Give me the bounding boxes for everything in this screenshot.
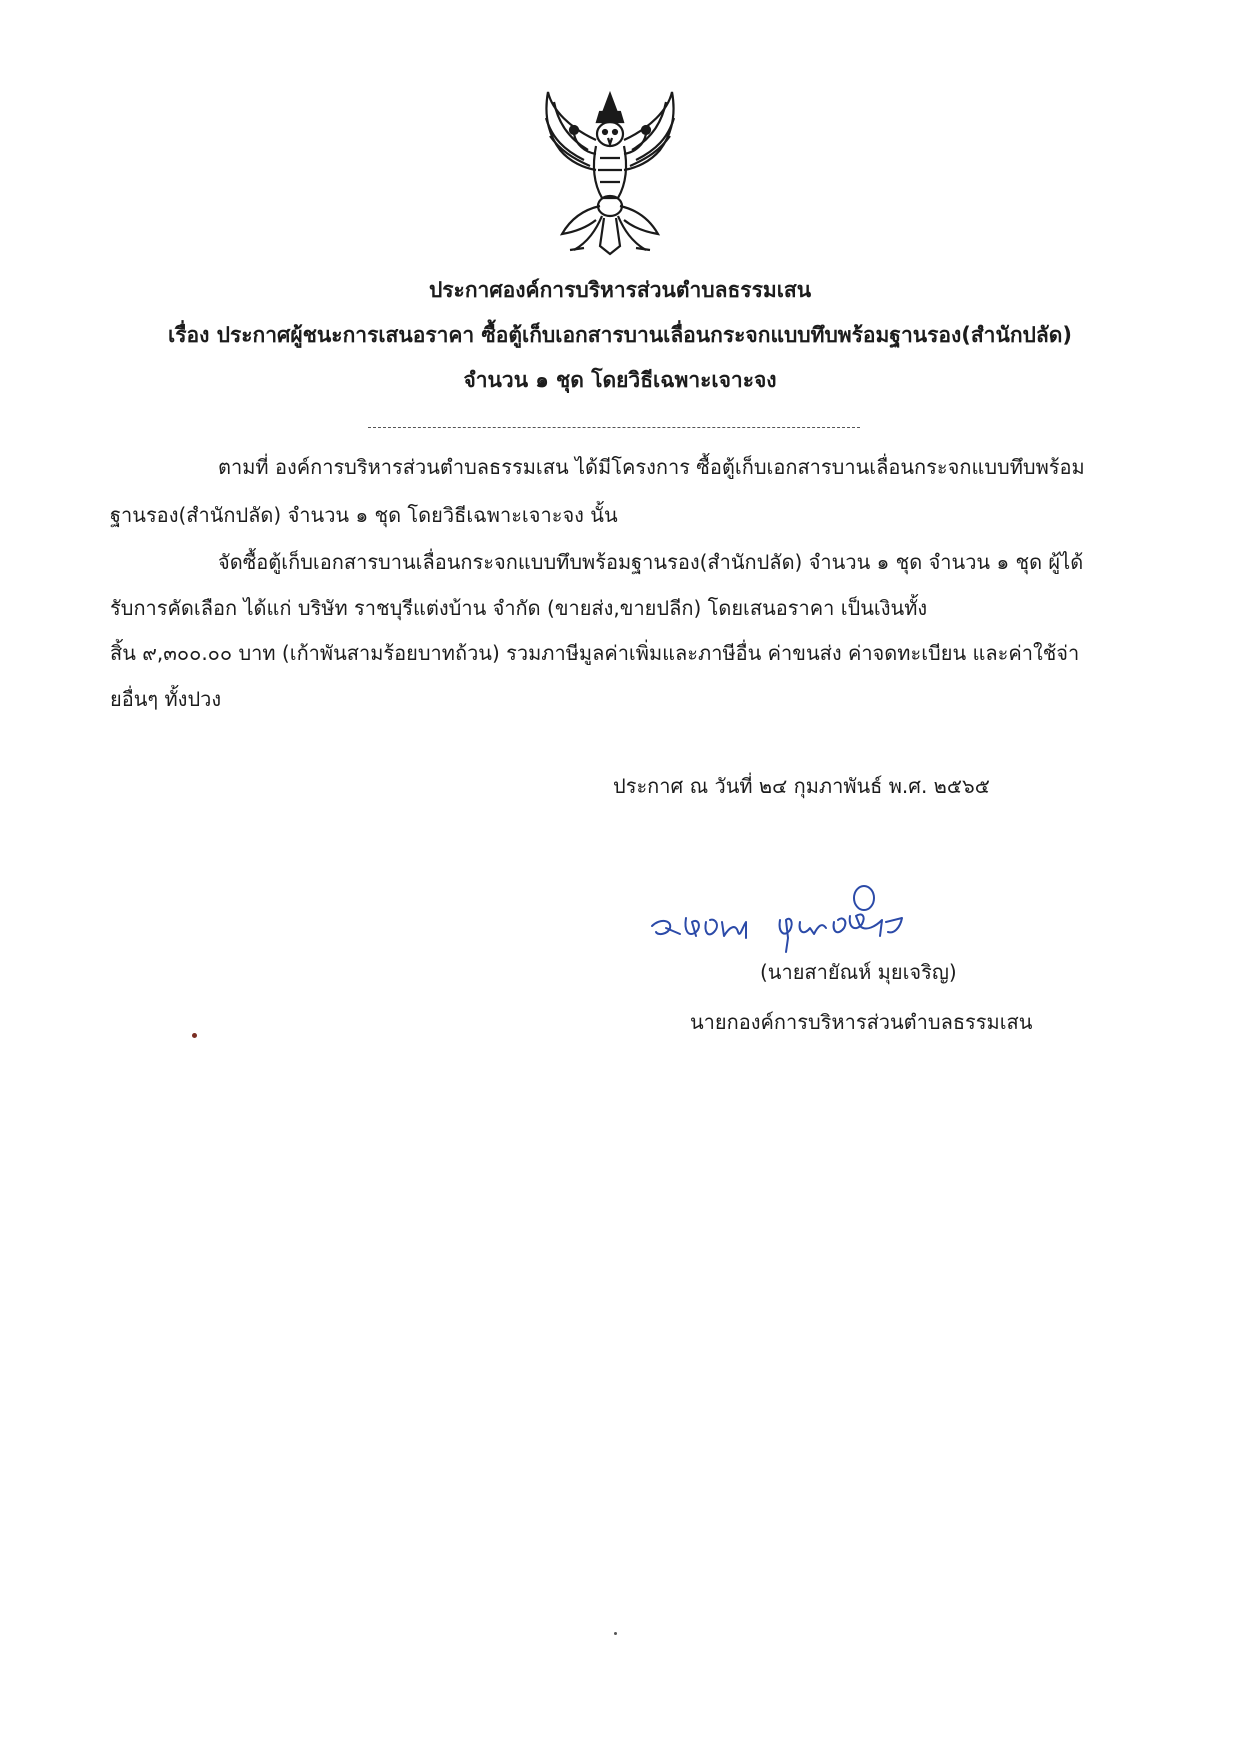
paragraph-2-line-1: จัดซื้อตู้เก็บเอกสารบานเลื่อนกระจกแบบทึบพร้อมฐานรอง(สำนักปลัด) จำนวน ๑ ชุด จำนวน ๑ ชุด ผู้ได้ <box>218 550 1084 574</box>
paragraph-2-line-3: สิ้น ๙,๓๐๐.๐๐ บาท (เก้าพันสามร้อยบาทถ้วน) รวมภาษีมูลค่าเพิ่มและภาษีอื่น ค่าขนส่ง ค่าจดทะเบียน และค่าใช้จ่า <box>110 641 1080 665</box>
handwritten-signature <box>650 882 930 954</box>
paragraph-2-line-2: รับการคัดเลือก ได้แก่ บริษัท ราชบุรีแต่งบ้าน จำกัด (ขายส่ง,ขายปลีก) โดยเสนอราคา เป็นเงินทั้ง <box>110 596 928 620</box>
signatory-position: นายกองค์การบริหารส่วนตำบลธรรมเสน <box>690 1010 1033 1034</box>
announcement-quantity-method: จำนวน ๑ ชุด โดยวิธีเฉพาะเจาะจง <box>463 368 777 392</box>
announcement-date: ประกาศ ณ วันที่ ๒๔ กุมภาพันธ์ พ.ศ. ๒๕๖๕ <box>613 774 990 798</box>
scan-speck <box>192 1033 197 1038</box>
signatory-name: (นายสายัณห์ มุยเจริญ) <box>760 960 957 984</box>
announcement-subject: เรื่อง ประกาศผู้ชนะการเสนอราคา ซื้อตู้เก็บเอกสารบานเลื่อนกระจกแบบทึบพร้อมฐานรอง(สำนักปลัด) <box>168 323 1072 347</box>
paragraph-1-line-2: ฐานรอง(สำนักปลัด) จำนวน ๑ ชุด โดยวิธีเฉพาะเจาะจง นั้น <box>110 503 618 527</box>
paragraph-2-line-4: ยอื่นๆ ทั้งปวง <box>110 687 222 711</box>
announcement-title: ประกาศองค์การบริหารส่วนตำบลธรรมเสน <box>428 278 812 302</box>
header-divider <box>368 427 860 428</box>
scan-speck <box>614 1632 617 1635</box>
garuda-emblem-icon <box>530 88 690 258</box>
paragraph-1-line-1: ตามที่ องค์การบริหารส่วนตำบลธรรมเสน ได้มีโครงการ ซื้อตู้เก็บเอกสารบานเลื่อนกระจกแบบทึบพร้อม <box>218 455 1085 479</box>
